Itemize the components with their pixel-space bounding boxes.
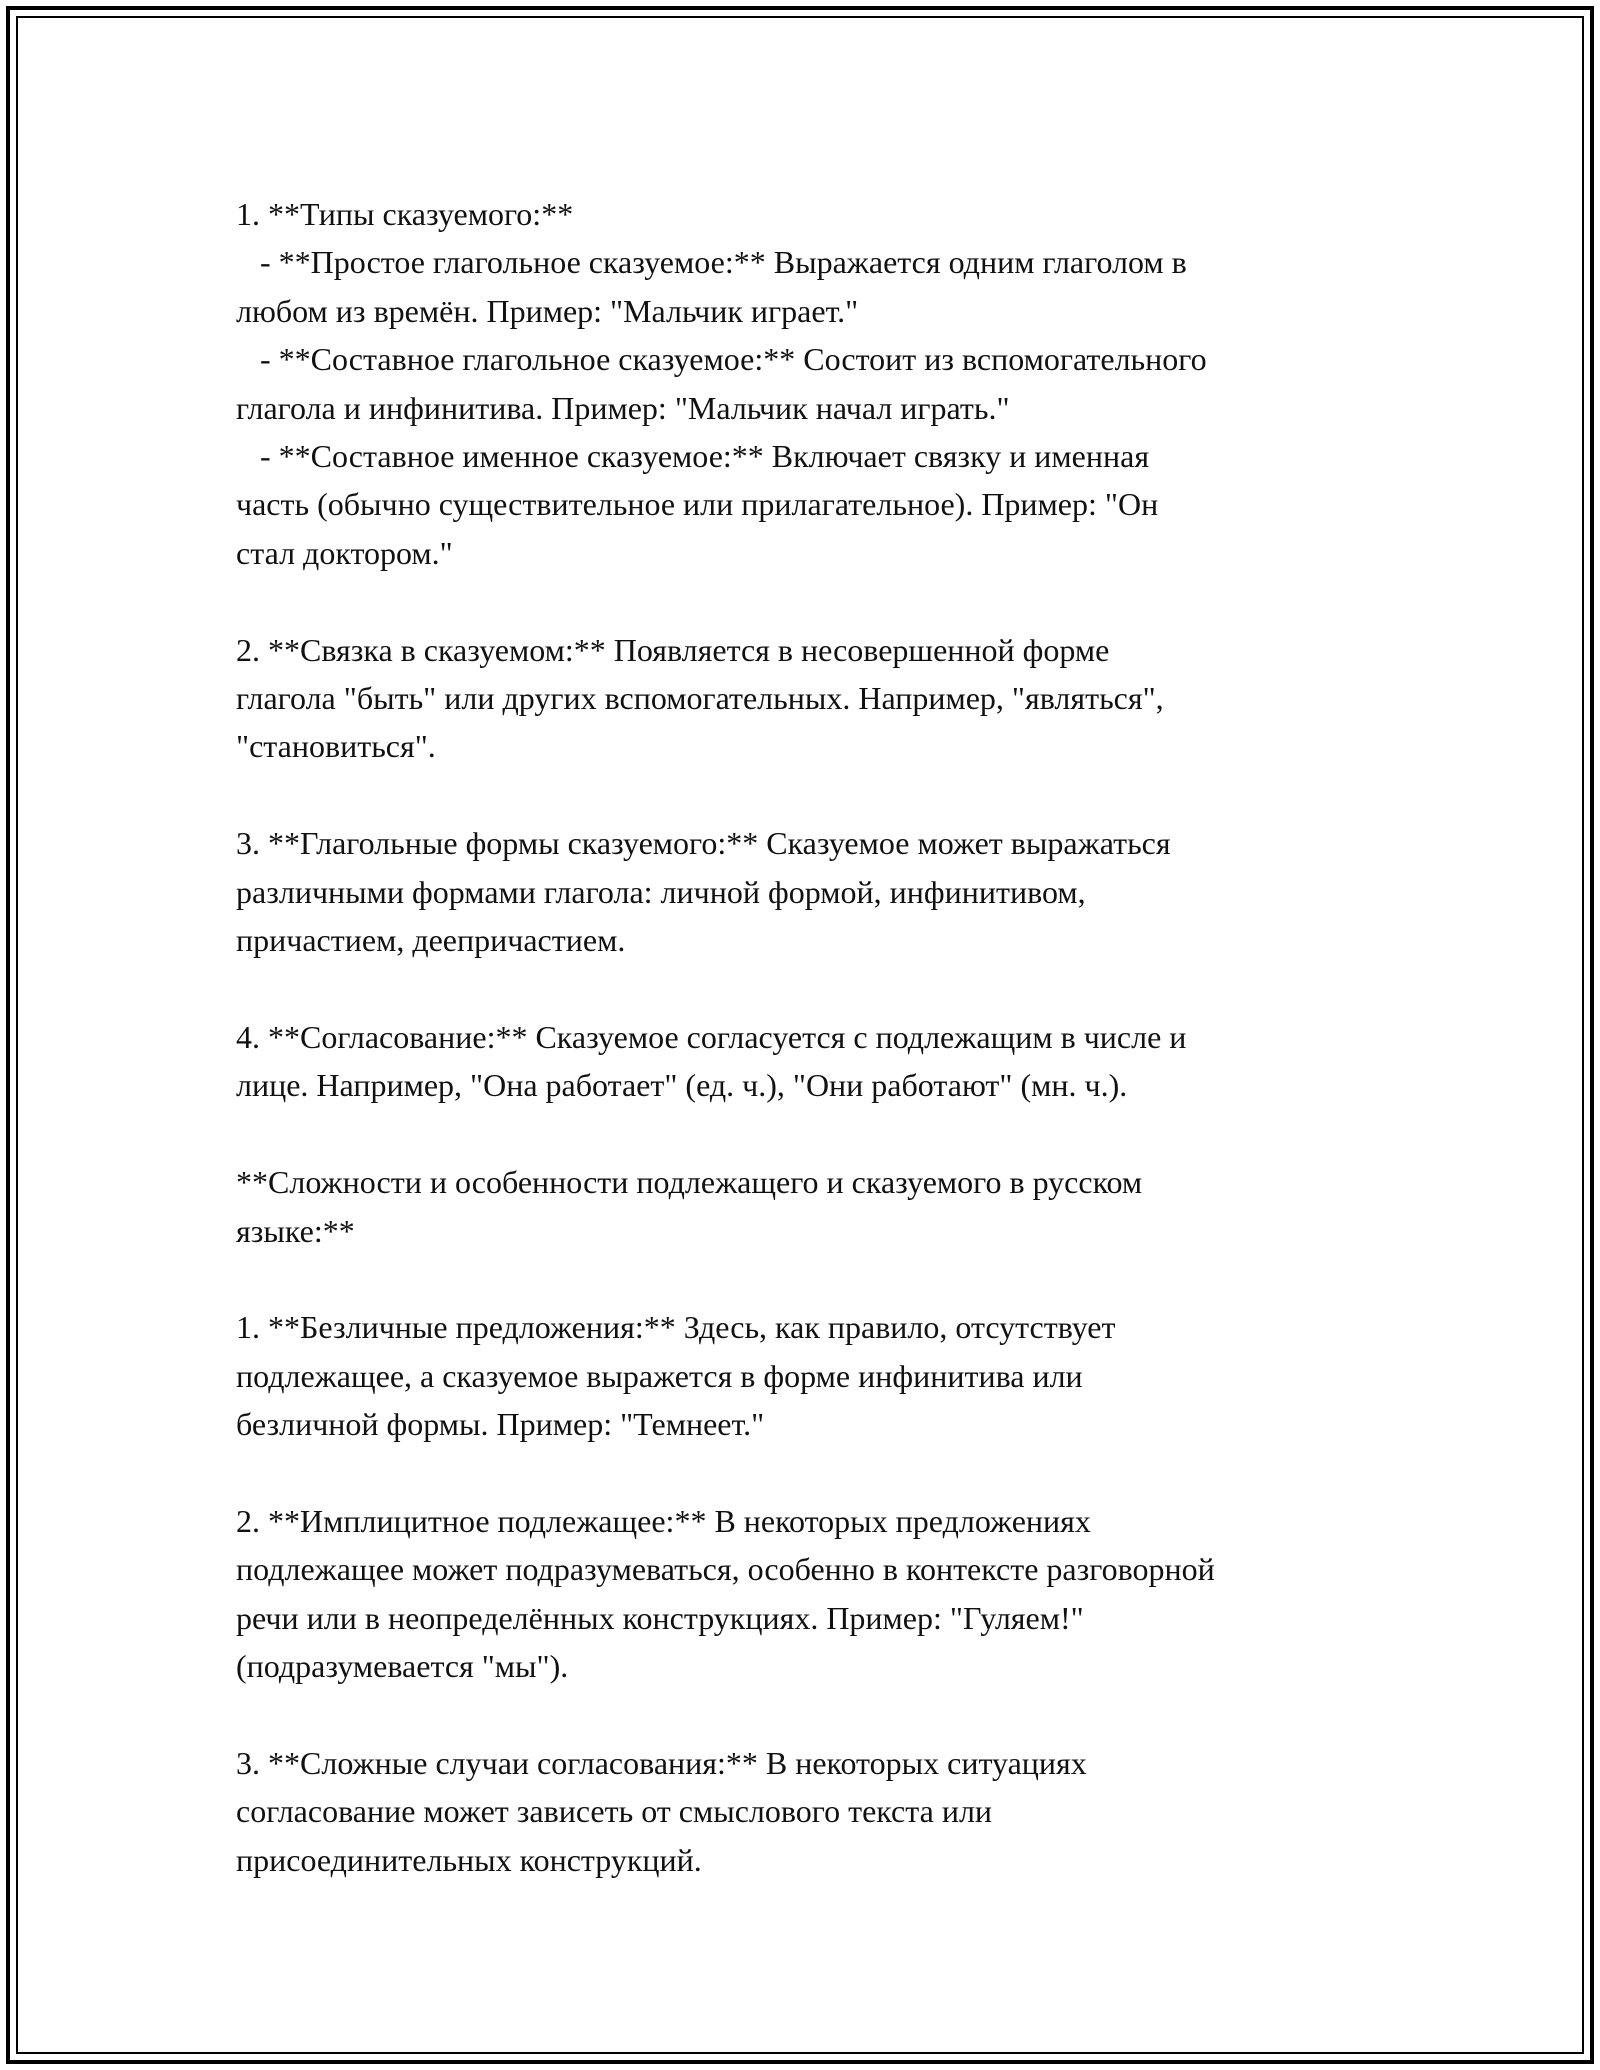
document-text: 1. **Типы сказуемого:** - **Простое глагольное сказуемое:** Выражается одним глаголом в любом из времён. Пример: "Мальчик играет." - **Составное глагольное сказуемое:** Состоит из вспомогательного глагола и инфинитива. Пример: "Мальчик начал играть." - **Составное именное сказуемое:** Включает связку и именная часть (обычно существительное или прилагательное). Пример: "Он стал доктором." 2. **Связка в сказуемом:** Появляется в несовершенной форме глагола "быть" или других вспомогательных. Например, "являться", "становиться". 3. **Глагольные формы сказуемого:** Сказуемое может выражаться различными формами глагола: личной формой, инфинитивом, причастием, деепричастием. 4. **Согласование:** Сказуемое согласуется с подлежащим в числе и лице. Например, "Она работает" (ед. ч.), "Они работают" (мн. ч.). **Сложности и особенности подлежащего и сказуемого в русском языке:** 1. **Безличные предложения:** Здесь, как правило, отсутствует подлежащее, а сказуемое выражется в форме инфинитива или безличной формы. Пример: "Темнеет." 2. **Имплицитное подлежащее:** В некоторых предложениях подлежащее может подразумеваться, особенно в контексте разговорной речи или в неопределённых конструкциях. Пример: "Гуляем!" (подразумевается "мы"). 3. **Сложные случаи согласования:** В некоторых ситуациях согласование может зависеть от смыслового текста или присоединительных конструкций. — [236, 196, 1215, 1878]
